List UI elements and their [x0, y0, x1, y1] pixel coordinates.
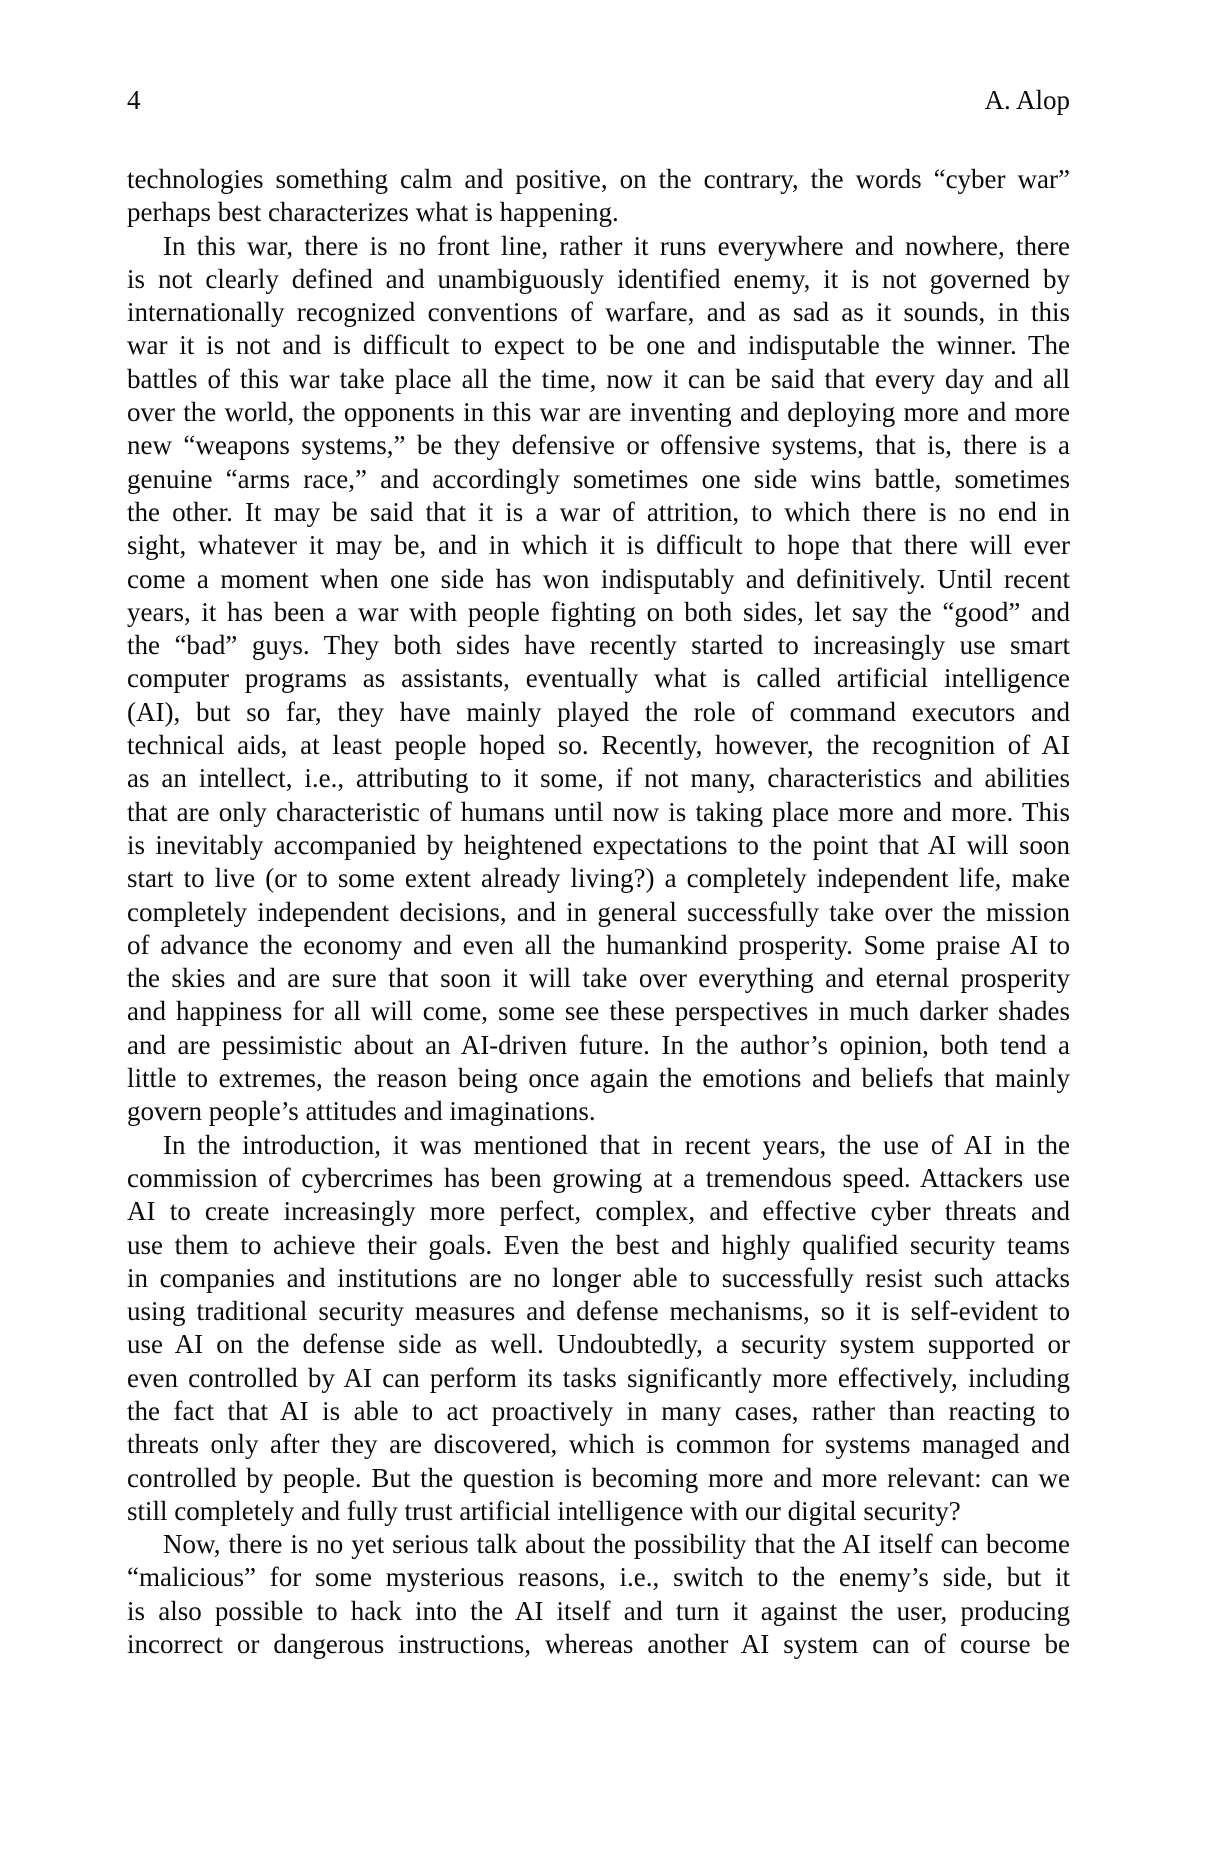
text-line: genuine “arms race,” and accordingly sometimes one side wins battle, sometimes — [127, 463, 1070, 494]
text-line: little to extremes, the reason being once again the emotions and beliefs that mainly — [127, 1063, 1070, 1094]
text-line: battles of this war take place all the time, now it can be said that every day and all — [127, 363, 1070, 394]
text-line: over the world, the opponents in this war are inventing and deploying more and more — [127, 397, 1070, 428]
text-line: of advance the economy and even all the humankind prosperity. Some praise AI to — [127, 929, 1070, 960]
running-head-author: A. Alop — [984, 85, 1070, 115]
text-line: computer programs as assistants, eventually what is called artificial intelligence — [127, 663, 1070, 694]
text-line: start to live (or to some extent already living?) a completely independent life, make — [127, 863, 1070, 894]
text-line: incorrect or dangerous instructions, whereas another AI system can of course be — [127, 1629, 1070, 1660]
text-line: technologies something calm and positive, on the contrary, the words “cyber war” — [127, 164, 1070, 194]
text-line: the other. It may be said that it is a war of attrition, to which there is no end in — [127, 496, 1070, 527]
text-line: Now, there is no yet serious talk about the possibility that the AI itself can become — [163, 1529, 1070, 1560]
text-line: technical aids, at least people hoped so. Recently, however, the recognition of AI — [127, 730, 1070, 761]
text-line: the fact that AI is able to act proactively in many cases, rather than reacting to — [127, 1395, 1070, 1426]
text-line: come a moment when one side has won indisputably and definitively. Until recent — [127, 563, 1070, 594]
text-line: use them to achieve their goals. Even the best and highly qualified security teams — [127, 1229, 1070, 1260]
text-line: perhaps best characterizes what is happening. — [127, 197, 619, 228]
text-line: and are pessimistic about an AI-driven future. In the author’s opinion, both tend a — [127, 1029, 1070, 1060]
text-line: even controlled by AI can perform its tasks significantly more effectively, including — [127, 1362, 1070, 1393]
text-line: new “weapons systems,” be they defensive or offensive systems, that is, there is a — [127, 430, 1070, 461]
text-line: threats only after they are discovered, which is common for systems managed and — [127, 1429, 1070, 1460]
text-line: the skies and are sure that soon it will take over everything and eternal prosperity — [127, 963, 1070, 994]
text-line: the “bad” guys. They both sides have recently started to increasingly use smart — [127, 630, 1070, 661]
page-number: 4 — [127, 85, 141, 115]
text-line: that are only characteristic of humans until now is taking place more and more. This — [127, 796, 1070, 827]
text-line: in companies and institutions are no longer able to successfully resist such attacks — [127, 1262, 1070, 1293]
text-line: controlled by people. But the question is becoming more and more relevant: can we — [127, 1462, 1070, 1493]
text-line: is inevitably accompanied by heightened expectations to the point that AI will soon — [127, 829, 1070, 860]
body-text — [127, 163, 1070, 1661]
text-line: “malicious” for some mysterious reasons, i.e., switch to the enemy’s side, but it — [127, 1562, 1070, 1593]
text-line: internationally recognized conventions of warfare, and as sad as it sounds, in this — [127, 297, 1070, 328]
text-line: and happiness for all will come, some see these perspectives in much darker shades — [127, 996, 1070, 1027]
text-line: use AI on the defense side as well. Undoubtedly, a security system supported or — [127, 1329, 1070, 1360]
text-line: In this war, there is no front line, rather it runs everywhere and nowhere, there — [163, 230, 1070, 261]
text-line: is also possible to hack into the AI itself and turn it against the user, producing — [127, 1595, 1070, 1626]
text-line: commission of cybercrimes has been growing at a tremendous speed. Attackers use — [127, 1162, 1070, 1193]
text-line: (AI), but so far, they have mainly played the role of command executors and — [127, 696, 1070, 727]
text-line: is not clearly defined and unambiguously identified enemy, it is not governed by — [127, 263, 1070, 294]
text-line: completely independent decisions, and in general successfully take over the mission — [127, 896, 1070, 927]
text-line: as an intellect, i.e., attributing to it some, if not many, characteristics and abilities — [127, 763, 1070, 794]
text-line: still completely and fully trust artificial intelligence with our digital security? — [127, 1495, 961, 1526]
text-line: using traditional security measures and defense mechanisms, so it is self-evident to — [127, 1296, 1070, 1327]
text-line: govern people’s attitudes and imaginations. — [127, 1096, 596, 1127]
text-line: AI to create increasingly more perfect, complex, and effective cyber threats and — [127, 1196, 1070, 1227]
text-line: years, it has been a war with people fighting on both sides, let say the “good” and — [127, 596, 1070, 627]
page-header — [127, 84, 1070, 117]
text-line: sight, whatever it may be, and in which it is difficult to hope that there will ever — [127, 530, 1070, 561]
text-line: war it is not and is difficult to expect to be one and indisputable the winner. The — [127, 330, 1070, 361]
text-line: In the introduction, it was mentioned that in recent years, the use of AI in the — [163, 1129, 1070, 1160]
